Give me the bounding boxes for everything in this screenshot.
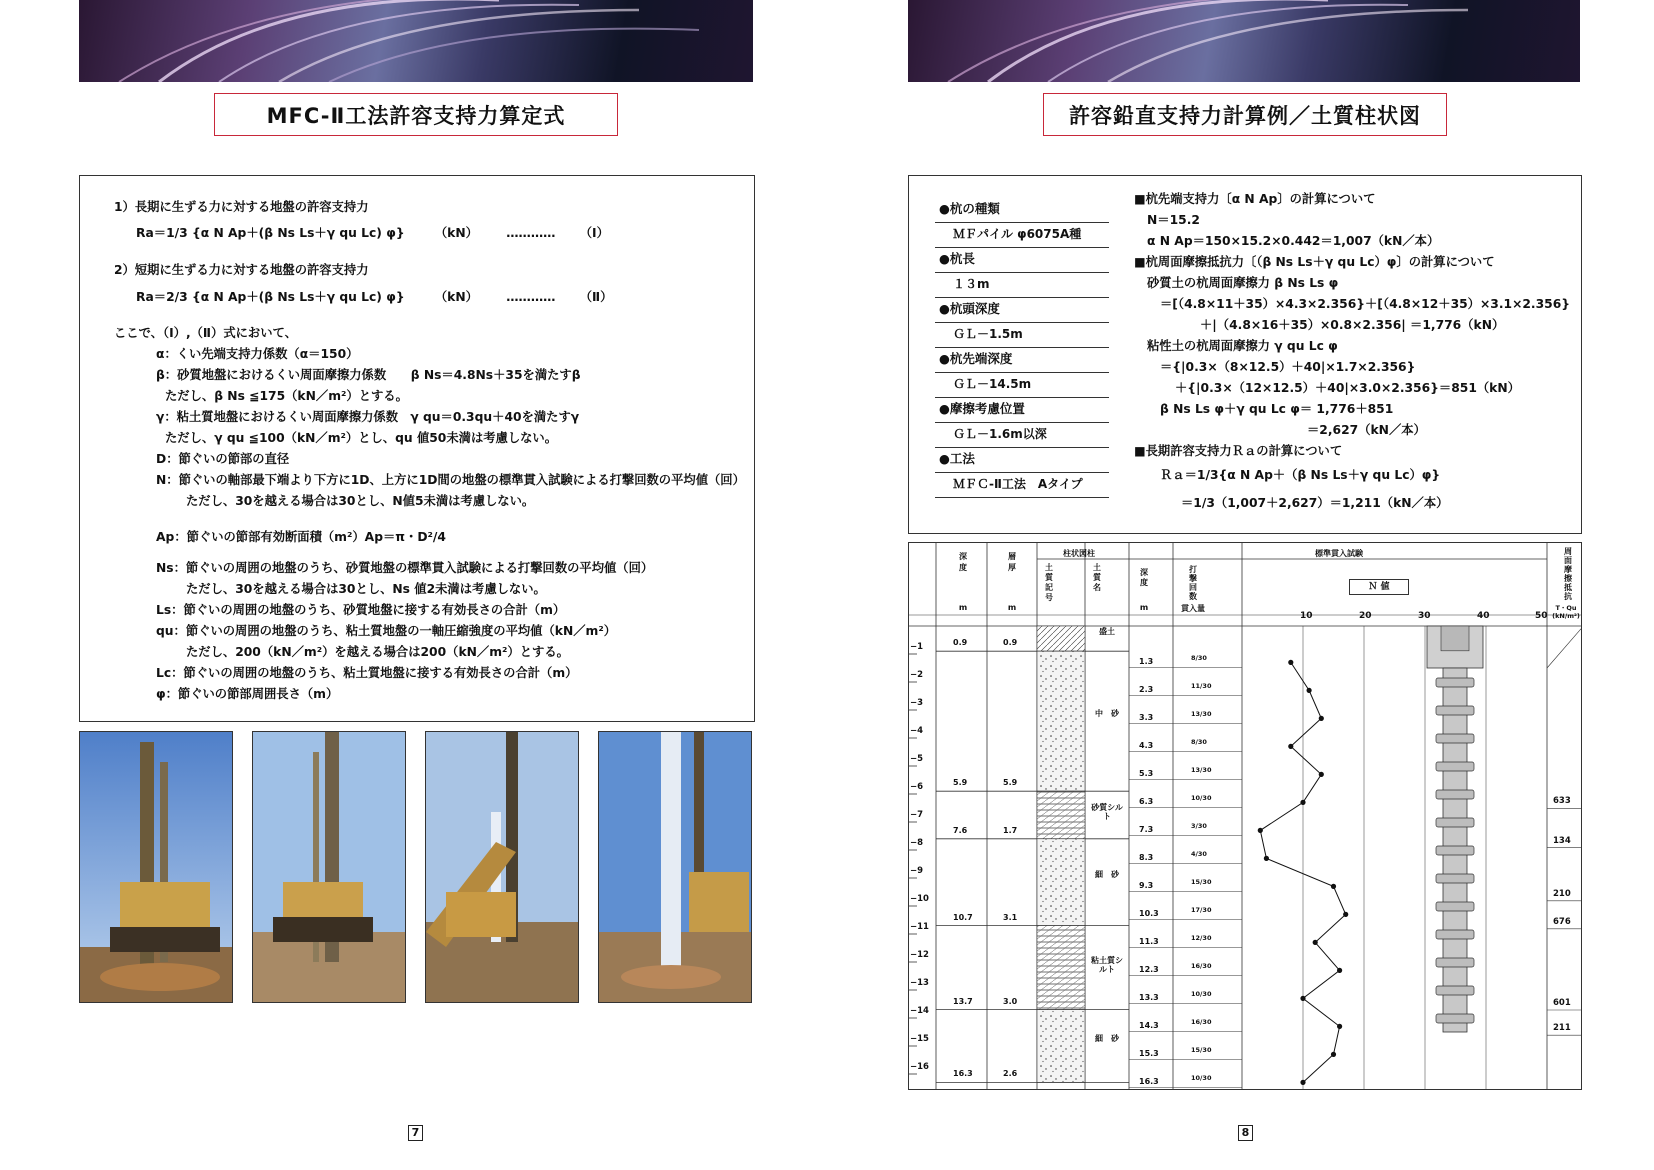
stratum-symbol — [1037, 1010, 1085, 1083]
depth-tick-label: −14 — [910, 1006, 929, 1016]
spt-depth: 3.3 — [1139, 713, 1154, 723]
construction-photo-1 — [79, 731, 233, 1003]
stratum-symbol — [1037, 926, 1085, 1010]
calc-line: N＝15.2 — [1147, 213, 1200, 227]
n-axis-tick: 50 — [1535, 611, 1548, 621]
info-label: ●摩擦考慮位置 — [935, 398, 1109, 423]
info-value: ＧＬ－14.5m — [935, 373, 1109, 398]
spt-blows: 4/30 — [1191, 850, 1207, 859]
info-value: １３m — [935, 273, 1109, 298]
spt-blows: 3/30 — [1191, 822, 1207, 831]
pile-node — [1436, 706, 1474, 715]
n-value-point — [1319, 716, 1324, 721]
depth-tick-label: −2 — [910, 670, 924, 680]
info-value: ＭＦＣ-Ⅱ工法 Aタイプ — [935, 473, 1109, 498]
def-qu: qu：節ぐいの周囲の地盤のうち、粘土質地盤の一軸圧縮強度の平均値（kN／m²） — [156, 624, 617, 638]
info-label: ●工法 — [935, 448, 1109, 473]
boring-log-grid — [909, 543, 1581, 1089]
spt-blows: 10/30 — [1191, 794, 1212, 803]
spt-blows: 8/30 — [1191, 738, 1207, 747]
header-thickness-unit: m — [1007, 603, 1017, 612]
def-alpha: α：くい先端支持力係数（α＝150） — [156, 347, 359, 361]
spt-depth: 14.3 — [1139, 1021, 1159, 1031]
n-value-point — [1331, 884, 1336, 889]
calc-line: Ｒａ＝1/3{α N Ap＋（β Ns Ls＋γ qu Lc）φ} — [1160, 468, 1441, 482]
depth-tick-label: −5 — [910, 754, 924, 764]
spt-depth: 16.3 — [1139, 1077, 1159, 1087]
pile-head — [1441, 626, 1469, 651]
left-page-number: 7 — [408, 1125, 423, 1141]
def-gamma: γ：粘土質地盤におけるくい周面摩擦力係数 γ qu＝0.3qu＋40を満たすγ — [156, 410, 580, 424]
spt-blows: 17/30 — [1191, 906, 1212, 915]
def-ns: Ns：節ぐいの周囲の地盤のうち、砂質地盤の標準貫入試験による打撃回数の平均値（回） — [156, 561, 654, 575]
calc-line: ＝{|0.3×（8×12.5）＋40|×1.7×2.356} — [1160, 360, 1416, 374]
stratum-name: 中 砂 — [1095, 709, 1119, 719]
friction-value: 633 — [1553, 796, 1571, 807]
info-label: ●杭頭深度 — [935, 298, 1109, 323]
def-beta: β：砂質地盤におけるくい周面摩擦力係数 β Ns＝4.8Ns＋35を満たすβ — [156, 368, 581, 382]
n-axis-tick: 20 — [1359, 611, 1372, 621]
depth-tick-label: −11 — [910, 922, 929, 932]
right-page-number: 8 — [1238, 1125, 1253, 1141]
header-spt-depth: 深度 — [1140, 568, 1148, 587]
header-depth: 深度 — [959, 552, 967, 572]
depth-tick-label: −15 — [910, 1034, 929, 1044]
n-value-point — [1337, 1024, 1342, 1029]
calc-line: ■杭周面摩擦抵抗力〔（β Ns Ls＋γ qu Lc）φ〕の計算について — [1134, 255, 1495, 269]
def-phi: φ：節ぐいの節部周囲長さ（m） — [156, 687, 339, 701]
formula2: Ra＝2/3 {α N Ap＋(β Ns Ls＋γ qu Lc) φ} （kN） ………… （Ⅱ） — [136, 290, 613, 304]
formula1-heading: 1）長期に生ずる力に対する地盤の許容支持力 — [114, 200, 369, 214]
def-d: D：節ぐいの節部の直径 — [156, 452, 290, 466]
spt-blows: 13/30 — [1191, 710, 1212, 719]
stratum-name: 細 砂 — [1095, 870, 1119, 880]
header-spt: 標準貫入試験 — [1315, 549, 1363, 558]
calc-line: 砂質土の杭周面摩擦力 β Ns Ls φ — [1147, 276, 1339, 290]
def-gamma-note: ただし、γ qu ≦100（kN／m²）とし、qu 値50未満は考慮しない。 — [165, 431, 558, 445]
def-n: N：節ぐいの軸部最下端より下方に1D、上方に1D間の地盤の標準貫入試験による打撃回数の平均値（回） — [156, 473, 745, 487]
pile-node — [1436, 1014, 1474, 1023]
def-qu-note: ただし、200（kN／m²）を越える場合は200（kN／m²）とする。 — [186, 645, 569, 659]
def-ls: Ls：節ぐいの周囲の地盤のうち、砂質地盤に接する有効長さの合計（m） — [156, 603, 566, 617]
pile-info-list — [935, 198, 1109, 498]
n-value-point — [1264, 856, 1269, 861]
boring-log — [908, 542, 1582, 1090]
spt-depth: 4.3 — [1139, 741, 1154, 751]
pile-node — [1436, 678, 1474, 687]
header-soil-name: 土質名 — [1093, 563, 1101, 592]
spt-depth: 5.3 — [1139, 769, 1154, 779]
construction-photo-3 — [425, 731, 579, 1003]
depth-tick-label: −10 — [910, 894, 929, 904]
where-text: ここで、（Ⅰ）,（Ⅱ）式において、 — [114, 326, 297, 340]
stratum-thickness: 3.0 — [1003, 996, 1018, 1006]
depth-tick-label: −6 — [910, 782, 924, 792]
depth-tick-label: −13 — [910, 978, 929, 988]
spt-blows: 12/30 — [1191, 934, 1212, 943]
header-blows: 打撃回数 — [1189, 565, 1197, 601]
header-column-group: 柱状図柱 — [1063, 549, 1095, 558]
stratum-thickness: 1.7 — [1003, 825, 1018, 835]
calc-line: ＋{|0.3×（12×12.5）＋40|×3.0×2.356}＝851（kN） — [1175, 381, 1520, 395]
pile-node — [1436, 818, 1474, 827]
header-spt-depth-unit: m — [1139, 603, 1149, 612]
stratum-depth: 16.3 — [953, 1069, 973, 1079]
spt-blows: 16/30 — [1191, 962, 1212, 971]
calc-line: ＝[（4.8×11＋35）×4.3×2.356}＋[（4.8×12＋35）×3.1×2.356} — [1160, 297, 1571, 311]
calc-line: 粘性土の杭周面摩擦力 γ qu Lc φ — [1147, 339, 1338, 353]
n-value-point — [1300, 800, 1305, 805]
def-lc: Lc：節ぐいの周囲の地盤のうち、粘土質地盤に接する有効長さの合計（m） — [156, 666, 578, 680]
stratum-depth: 13.7 — [953, 996, 973, 1006]
friction-diagonal — [1547, 629, 1581, 668]
header-n-value: Ｎ 値 — [1349, 579, 1409, 595]
stratum-depth: 5.9 — [953, 778, 968, 788]
pile-node — [1436, 902, 1474, 911]
calc-line: ＝1/3（1,007＋2,627）＝1,211（kN／本） — [1181, 496, 1449, 510]
spt-blows: 15/30 — [1191, 878, 1212, 887]
calc-line: β Ns Ls φ＋γ qu Lc φ＝ 1,776＋851 — [1160, 402, 1394, 416]
stratum-symbol — [1037, 651, 1085, 791]
header-thickness: 層厚 — [1008, 552, 1016, 572]
depth-tick-label: −1 — [910, 642, 924, 652]
stratum-thickness: 2.6 — [1003, 1069, 1018, 1079]
stratum-thickness: 5.9 — [1003, 778, 1018, 788]
pile-node — [1436, 930, 1474, 939]
friction-value: 211 — [1553, 1023, 1571, 1034]
info-label: ●杭長 — [935, 248, 1109, 273]
spt-blows: 8/30 — [1191, 654, 1207, 663]
spt-blows: 10/30 — [1191, 990, 1212, 999]
n-value-point — [1300, 996, 1305, 1001]
depth-tick-label: −8 — [910, 838, 924, 848]
n-value-point — [1337, 968, 1342, 973]
n-axis-tick: 10 — [1300, 611, 1313, 621]
n-value-point — [1288, 660, 1293, 665]
left-banner-image — [79, 0, 753, 82]
friction-value: 676 — [1553, 916, 1571, 927]
construction-photo-4 — [598, 731, 752, 1003]
pile-node — [1436, 874, 1474, 883]
spt-depth: 10.3 — [1139, 909, 1159, 919]
n-value-point — [1331, 1052, 1336, 1057]
depth-tick-label: −4 — [910, 726, 924, 736]
n-value-point — [1300, 1080, 1305, 1085]
pile-node — [1436, 734, 1474, 743]
header-soil-symbol: 土質記号 — [1045, 563, 1053, 602]
def-ns-note: ただし、30を越える場合は30とし、Ns 値2未満は考慮しない。 — [186, 582, 546, 596]
left-page-title: MFC-Ⅱ工法許容支持力算定式 — [214, 93, 618, 136]
info-value: ＧＬ－1.6m以深 — [935, 423, 1109, 448]
header-friction: 周面摩擦抵抗 — [1564, 547, 1572, 601]
stratum-depth: 0.9 — [953, 638, 968, 648]
def-n-note: ただし、30を越える場合は30とし、N値5未満は考慮しない。 — [186, 494, 535, 508]
header-depth-unit: m — [958, 603, 968, 612]
stratum-depth: 7.6 — [953, 825, 968, 835]
n-axis-tick: 30 — [1418, 611, 1431, 621]
n-value-point — [1313, 940, 1318, 945]
calc-line: ■杭先端支持力〔α N Ap〕の計算について — [1134, 192, 1376, 206]
spt-depth: 2.3 — [1139, 685, 1154, 695]
depth-tick-label: −12 — [910, 950, 929, 960]
spt-blows: 13/30 — [1191, 766, 1212, 775]
info-value: ＧＬ－1.5m — [935, 323, 1109, 348]
spt-blows: 16/30 — [1191, 1018, 1212, 1027]
right-banner-image — [908, 0, 1580, 82]
stratum-thickness: 0.9 — [1003, 638, 1018, 648]
stratum-name: 盛土 — [1099, 626, 1115, 636]
info-value: ＭＦパイル φ6075A種 — [935, 223, 1109, 248]
n-value-point — [1258, 828, 1263, 833]
calc-line: ＝2,627（kN／本） — [1307, 423, 1426, 437]
header-friction-unit: T・Qu (kN/m²) — [1552, 604, 1580, 620]
def-ap: Ap：節ぐいの節部有効断面積（m²）Ap＝π・D²/4 — [156, 530, 446, 544]
stratum-name: 砂質シルト — [1091, 803, 1123, 821]
stratum-name: 細 砂 — [1095, 1034, 1119, 1043]
stratum-symbol — [1037, 626, 1085, 651]
spt-depth: 15.3 — [1139, 1049, 1159, 1059]
spt-depth: 12.3 — [1139, 965, 1159, 975]
header-penetration: 貫入量 — [1181, 604, 1205, 613]
n-value-point — [1343, 912, 1348, 917]
n-value-point — [1288, 744, 1293, 749]
spt-blows: 10/30 — [1191, 1074, 1212, 1083]
n-axis-tick: 40 — [1477, 611, 1490, 621]
spt-depth: 11.3 — [1139, 937, 1159, 947]
depth-tick-label: −7 — [910, 810, 924, 820]
calc-line: ＋|（4.8×16＋35）×0.8×2.356| ＝1,776（kN） — [1200, 318, 1505, 332]
stratum-thickness: 3.1 — [1003, 912, 1018, 922]
stratum-symbol — [1037, 839, 1085, 926]
stratum-symbol — [1037, 791, 1085, 839]
formula2-heading: 2）短期に生ずる力に対する地盤の許容支持力 — [114, 263, 369, 277]
spt-depth: 7.3 — [1139, 825, 1154, 835]
pile-node — [1436, 762, 1474, 771]
stratum-depth: 10.7 — [953, 912, 973, 922]
pile-node — [1436, 846, 1474, 855]
formula-panel — [79, 175, 755, 722]
stratum-name: 粘土質シルト — [1091, 955, 1123, 974]
friction-value: 210 — [1553, 888, 1571, 899]
spt-depth: 13.3 — [1139, 993, 1159, 1003]
spt-depth: 8.3 — [1139, 853, 1154, 863]
friction-value: 601 — [1553, 998, 1571, 1008]
friction-value: 134 — [1553, 835, 1571, 846]
calc-line: α N Ap＝150×15.2×0.442＝1,007（kN／本） — [1147, 234, 1440, 248]
spt-depth: 6.3 — [1139, 797, 1154, 807]
depth-tick-label: −16 — [910, 1062, 929, 1072]
depth-tick-label: −9 — [910, 866, 924, 876]
pile-node — [1436, 958, 1474, 967]
n-value-point — [1319, 772, 1324, 777]
n-value-point — [1307, 688, 1312, 693]
calc-line: ■長期許容支持力Ｒａの計算について — [1134, 444, 1343, 458]
pile-node — [1436, 986, 1474, 995]
def-beta-note: ただし、β Ns ≦175（kN／m²）とする。 — [165, 389, 408, 403]
depth-tick-label: −3 — [910, 698, 924, 708]
info-label: ●杭の種類 — [935, 198, 1109, 223]
spt-blows: 11/30 — [1191, 682, 1212, 691]
pile-node — [1436, 790, 1474, 799]
construction-photo-2 — [252, 731, 406, 1003]
right-page-title: 許容鉛直支持力計算例／土質柱状図 — [1043, 93, 1447, 136]
spt-depth: 9.3 — [1139, 881, 1154, 891]
spt-blows: 15/30 — [1191, 1046, 1212, 1055]
formula1: Ra＝1/3 {α N Ap＋(β Ns Ls＋γ qu Lc) φ} （kN） ………… （Ⅰ） — [136, 226, 609, 240]
spt-depth: 1.3 — [1139, 657, 1154, 667]
info-label: ●杭先端深度 — [935, 348, 1109, 373]
